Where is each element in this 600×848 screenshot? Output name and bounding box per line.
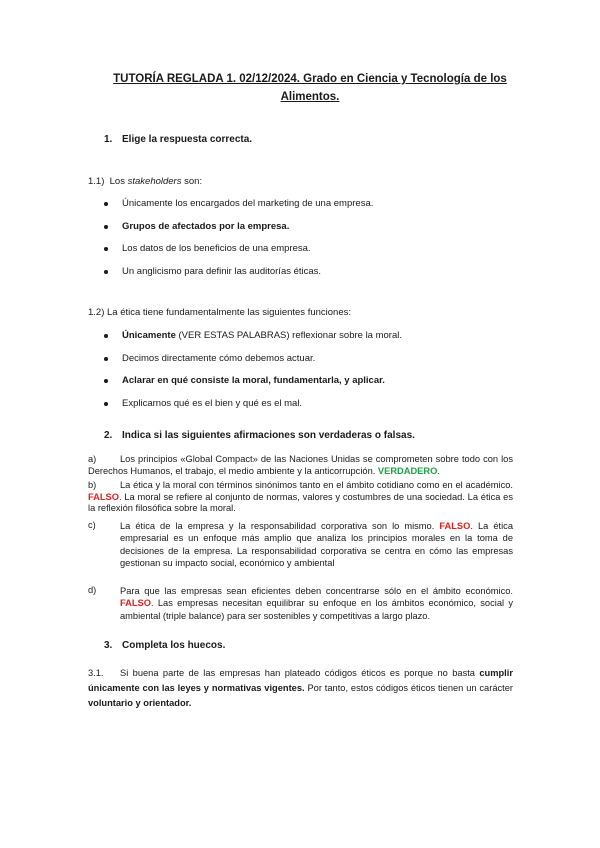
option-1-2-b	[104, 353, 402, 376]
statement-c-explanation: La ética empresarial es un enfoque más amplio que analiza los principios morales en la toma de decisiones de la empresa. La responsabilidad corporativa se centra en cómo las empresas gestionan su impacto social, económico y ambiental	[120, 521, 513, 568]
option-label: Decimos directamente cómo debemos actuar.	[122, 352, 316, 364]
option-1-1-c	[104, 243, 373, 266]
statement-a-text: Los principios «Global Compact» de las Naciones Unidas se comprometen sobre todo con los Derechos Humanos, el trabajo, el medio ambiente y la anticorrupción.	[88, 454, 513, 476]
question-1-1-options	[104, 198, 373, 288]
section-3-number: 3.	[104, 640, 113, 651]
question-1-1-italic-term: stakeholders	[127, 176, 182, 187]
document-title	[70, 70, 550, 106]
fill-in-answer-1: cumplir únicamente con las leyes y normativas vigentes.	[88, 668, 513, 693]
option-label: Explicarnos qué es el bien y qué es el mal.	[122, 397, 303, 409]
statement-b-text: La ética y la moral con términos sinónimos tanto en el ámbito cotidiano como en el académico.	[120, 480, 513, 490]
option-label: Aclarar en qué consiste la moral, fundamentarla, y aplicar.	[122, 375, 385, 386]
statement-a-letter: a)	[88, 454, 97, 464]
statement-b-explanation: La moral se refiere al conjunto de normas, valores y costumbres de una sociedad. La ética es la reflexión filosófica sobre la moral.	[88, 491, 514, 514]
option-label: Un anglicismo para definir las auditorías éticas.	[122, 265, 322, 277]
section-2-title: Indica si las siguientes afirmaciones son verdaderas o falsas.	[122, 430, 415, 441]
statement-c: La ética de la empresa y la responsabilidad corporativa son lo mismo. FALSO. La ética empresarial es un enfoque más amplio que analiza los principios morales en la toma de decisiones de la empresa. La responsabilidad corporativa se centra en cómo las empresas gestionan su impacto social, económico y ambiental	[120, 521, 513, 568]
section-2-heading	[104, 430, 415, 441]
title-line-1: TUTORÍA REGLADA 1. 02/12/2024. Grado en Ciencia y Tecnología de los	[113, 73, 507, 85]
option-label: (VER ESTAS PALABRAS) reflexionar sobre la moral.	[175, 330, 403, 341]
section-3-title: Completa los huecos.	[122, 640, 226, 651]
statement-d-text: Para que las empresas sean eficientes deben concentrarse sólo en el ámbito económico.	[120, 586, 513, 596]
item-3-1-number: 3.1.	[88, 668, 104, 678]
statement-a: a) Los principios «Global Compact» de las Naciones Unidas se comprometen sobre todo con los Derechos Humanos, el trabajo, el medio ambiente y la anticorrupción. VERDADERO.	[88, 454, 513, 476]
question-1-2-stem: 1.2) La ética tiene fundamentalmente las siguientes funciones:	[88, 307, 351, 318]
statement-b: b) La ética y la moral con términos sinónimos tanto en el ámbito cotidiano como en el académico. FALSO. La moral se refiere al conjunto de normas, valores y costumbres de una sociedad. La ética es la reflexión filosófica sobre la moral.	[88, 480, 514, 514]
fill-in-3-1	[88, 666, 516, 711]
statement-b-letter: b)	[88, 480, 97, 490]
option-label: Los datos de los beneficios de una empresa.	[122, 243, 311, 254]
statement-d: Para que las empresas sean eficientes deben concentrarse sólo en el ámbito económico. FALSO. Las empresas necesitan equilibrar su enfoque en los ámbitos económico, social y ambiental (triple balance) para ser sostenibles y competitivas a largo plazo.	[120, 586, 513, 621]
title-line-2: Alimentos.	[280, 91, 340, 103]
fill-in-3-1-intro: Si buena parte de las empresas han plateado códigos éticos es porque no basta	[120, 668, 475, 678]
option-1-2-a	[104, 330, 402, 353]
section-2-number: 2.	[104, 430, 113, 441]
question-1-1-stem	[88, 176, 202, 187]
option-bold-word: Únicamente	[122, 330, 176, 341]
statement-b-verdict: FALSO	[88, 491, 119, 502]
statement-d-letter: d)	[88, 585, 97, 595]
question-1-2-options	[104, 330, 402, 420]
option-1-2-d	[104, 398, 402, 421]
question-1-1-suffix: son:	[181, 176, 203, 187]
section-1-title: Elige la respuesta correcta.	[122, 134, 253, 145]
option-1-1-b	[104, 221, 373, 244]
statement-c-letter: c)	[88, 520, 96, 530]
option-1-2-c	[104, 375, 402, 398]
statement-a-verdict: VERDADERO	[377, 465, 438, 476]
statement-c-text: La ética de la empresa y la responsabilidad corporativa son lo mismo.	[120, 521, 435, 531]
section-3-heading	[104, 640, 225, 651]
section-1-heading	[104, 134, 252, 145]
fill-in-3-1-mid: Por tanto, estos códigos éticos tienen un carácter	[304, 683, 516, 693]
statement-c-verdict: FALSO	[439, 521, 471, 531]
option-1-1-d	[104, 266, 373, 289]
option-label: Grupos de afectados por la empresa.	[122, 220, 290, 232]
option-1-1-a	[104, 198, 373, 221]
question-1-1-prefix: 1.1) Los	[88, 176, 128, 187]
statement-d-verdict: FALSO	[120, 598, 151, 609]
statement-d-explanation: Las empresas necesitan equilibrar su enfoque en los ámbitos económico, social y ambiental (triple balance) para ser sostenibles y competitivas a largo plazo.	[120, 598, 513, 621]
section-1-number: 1.	[104, 134, 113, 145]
fill-in-answer-2: voluntario y orientador.	[88, 698, 192, 708]
option-label: Únicamente los encargados del marketing de una empresa.	[122, 198, 374, 209]
